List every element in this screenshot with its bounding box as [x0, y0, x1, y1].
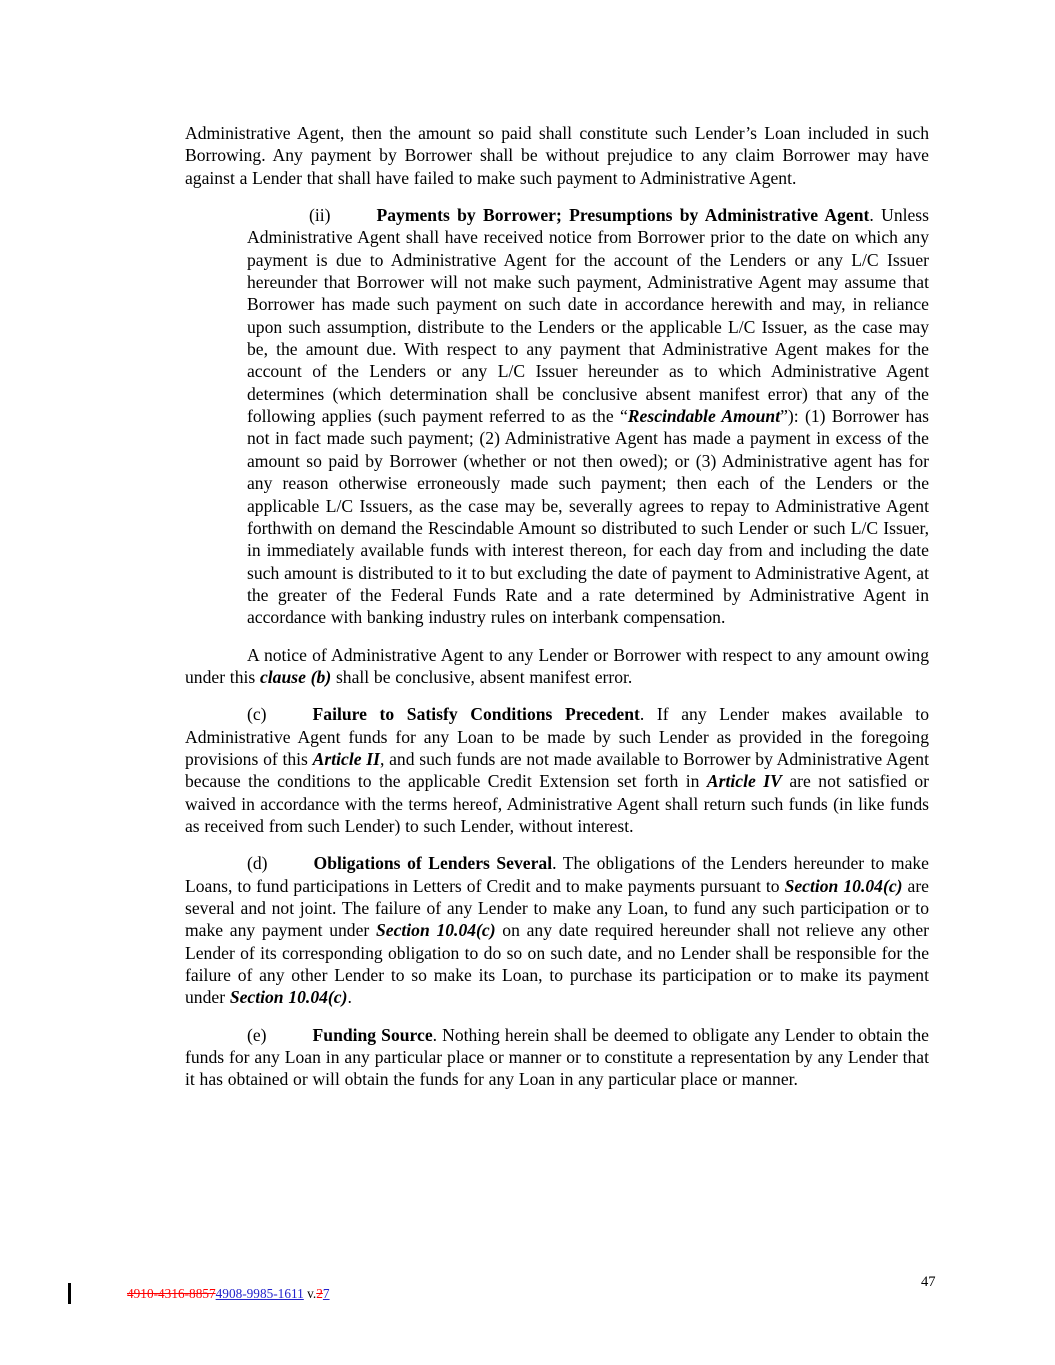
text-run: . If any Lender makes available to Administrative Agent funds for any Loan to be made by such Lender as provided in the foregoing provisions of this	[185, 704, 929, 769]
text-run: Funding Source	[312, 1024, 433, 1045]
text-run: 2	[316, 1286, 323, 1301]
text-run: Article II	[312, 748, 380, 769]
text-run: . Nothing herein shall be deemed to obligate any Lender to obtain the funds for any Loan in any particular place or manner or to constitute a representation by any Lender that it has obtained or will obtain the funds for any Loan in any particular place or manner.	[185, 1024, 929, 1090]
text-run: 4910-4316-8857	[127, 1286, 216, 1301]
paragraph-ii-payments-by-borrower	[247, 204, 929, 629]
text-run: 4908-9985-1611	[215, 1286, 304, 1301]
text-run: (d)	[247, 853, 268, 874]
text-run: 7	[322, 1286, 330, 1301]
text-run: ”): (1) Borrower has not in fact made such payment; (2) Administrative Agent has made a payment in excess of the amount so paid by Borrower (whether or not then owed); or (3) Administrative agent has for any reason otherwise erroneously made such payment; then each of the Lenders or the applicable L/C Issuers, as the case may be, severally agrees to repay to Administrative Agent forthwith on demand the Rescindable Amount so distributed to such Lender or such L/C Issuer, in immediately available funds with interest thereon, for each day from and including the date such amount is distributed to it to but excluding the date of payment to Administrative Agent, at the greater of the Federal Funds Rate and a rate determined by Administrative Agent in accordance with banking industry rules on interbank compensation.	[247, 406, 930, 628]
text-run: are several and not joint. The failure of any Lender to make any Loan, to fund any such participation or to make any payment under	[185, 875, 929, 941]
text-run: Obligations of Lenders Several	[313, 853, 553, 874]
text-run: shall be conclusive, absent manifest error.	[331, 666, 633, 687]
text-run: .	[347, 987, 352, 1008]
text-run: Payments by Borrower; Presumptions by Administrative Agent	[376, 205, 870, 226]
paragraph-c-failure-to-satisfy-conditions-precedent	[185, 703, 929, 837]
text-run: Section 10.04(c)	[229, 987, 348, 1008]
text-run: on any date required hereunder shall not relieve any other Lender of its corresponding obligation to do so on such date, and no Lender shall be responsible for the failure of any other Lender to so make its Loan, to purchase its participation or to make its payment under	[185, 920, 930, 1008]
text-run: Failure to Satisfy Conditions Precedent	[312, 704, 640, 725]
text-run: , and such funds are not made available to Borrower by Administrative Agent because the conditions to the applicable Credit Extension set forth in	[185, 748, 929, 792]
text-run: . Unless Administrative Agent shall have received notice from Borrower prior to the date on which any payment is due to Administrative Agent for the account of the Lenders or any L/C Issuer hereunder that Borrower will not make such payment, Administrative Agent may assume that Borrower has made such payment on such date in accordance herewith and may, in reliance upon such assumption, distribute to the Lenders or the applicable L/C Issuer, as the case may be, the amount due. With respect to any payment that Administrative Agent makes for the account of the Lenders or any L/C Issuer hereunder as to which Administrative Agent determines (which determination shall be conclusive absent manifest error) that any of the following applies (such payment referred to as the “	[247, 205, 930, 427]
text-run: v.	[303, 1286, 317, 1301]
text-run: Rescindable Amount	[627, 406, 781, 427]
text-run: are not satisfied or waived in accordance with the terms hereof, Administrative Agent shall return such funds (in like funds as received from such Lender) to such Lender, without interest.	[185, 771, 929, 836]
text-run: Section 10.04(c)	[375, 920, 496, 941]
paragraph-e-funding-source	[185, 1024, 929, 1091]
text-run: . The obligations of the Lenders hereunder to make Loans, to fund participations in Letters of Credit and to make payments pursuant to	[185, 853, 929, 896]
paragraph-d-obligations-of-lenders-several	[185, 852, 929, 1008]
text-run: (c)	[247, 704, 267, 725]
paragraph-intro-continuation	[185, 122, 929, 189]
page-number: 47	[921, 1274, 936, 1290]
text-run: (e)	[247, 1024, 267, 1045]
text-run: Article IV	[706, 771, 782, 792]
text-run: Administrative Agent, then the amount so paid shall constitute such Lender’s Loan included in such Borrowing. Any payment by Borrower shall be without prejudice to any claim Borrower may have against a Lender that shall have failed to make such payment to Administrative Agent.	[185, 123, 929, 188]
page-body	[185, 122, 929, 1106]
revision-change-bar	[68, 1283, 71, 1304]
text-run: A notice of Administrative Agent to any Lender or Borrower with respect to any amount owing under this	[185, 644, 929, 687]
text-run: clause (b)	[259, 666, 332, 687]
text-run: Section 10.04(c)	[784, 875, 903, 896]
paragraph-notice-clause-b	[185, 644, 929, 689]
document-id-redline	[127, 1286, 330, 1302]
text-run: (ii)	[309, 205, 331, 226]
